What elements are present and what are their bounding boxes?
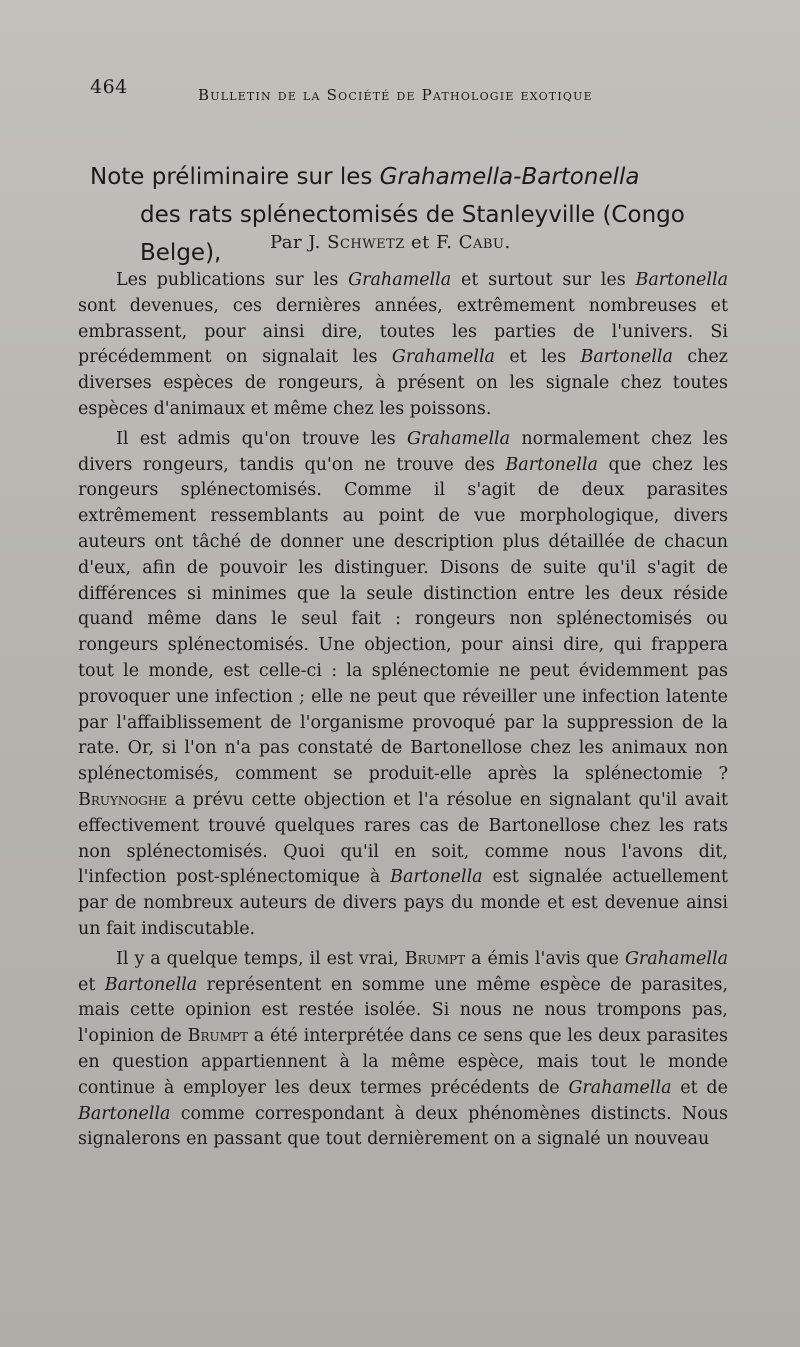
paragraph-3: Il y a quelque temps, il est vrai, Brumpt a émis l'avis que Grahamella et Bartonella représentent en somme une même espèce de parasites, mais cette opinion est restée isolée. Si nous ne nous trompons pas, l'opinion de Brumpt a été interprétée dans ce sens que les deux parasites en question appartiennent à la même espèce, mais tout le monde continue à employer les deux termes précédents de Grahamella et de Bartonella comme correspondant à deux phénomènes distincts. Nous signalerons en passant que tout dernièrement on a signalé un nouveau [78,948,729,1150]
title-line-1: Note préliminaire sur les Grahamella-Bartonella [90,164,640,190]
author-cabu: Cabu [458,232,505,253]
page-number: 464 [90,76,128,98]
author-brumpt: Brumpt [187,1026,248,1047]
title-line-2: des rats splénectomisés de Stanleyville (Congo Belge), [140,202,685,266]
running-head: Bulletin de la Société de Pathologie exotique [198,86,593,104]
title-genus: Grahamella-Bartonella [379,164,640,190]
article-body [78,268,728,1153]
paragraph-2: Il est admis qu'on trouve les Grahamella normalement chez les divers rongeurs, tandis qu'on ne trouve des Bartonella que chez les rongeurs splénectomisés. Comme il s'agit de deux parasites extrêmement ressemblants au point de vue morphologique, divers auteurs ont tâché de donner une description plus détaillée de chacun d'eux, afin de pouvoir les distinguer. Disons de suite qu'il s'agit de différences si minimes que la seule distinction entre les deux réside quand même dans le seul fait : rongeurs non splénectomisés ou rongeurs splénectomisés. Une objection, pour ainsi dire, qui frappera tout le monde, est celle-ci : la splénectomie ne peut évidemment pas provoquer une infection ; elle ne peut que réveiller une infection latente par l'affaiblissement de l'organisme provoqué par la suppression de la rate. Or, si l'on n'a pas constaté de Bartonellose chez les animaux non splénectomisés, comment se produit-elle après la splénectomie ? Bruynoghe a prévu cette objection et l'a résolue en signalant qu'il avait effectivement trouvé quelques rares cas de Bartonellose chez les rats non splénectomisés. Quoi qu'il en soit, comme nous l'avons dit, l'infection post-splénectomique à Bartonella est signalée actuellement par de nombreux auteurs de divers pays du monde et est devenue ainsi un fait indiscutable. [78,428,728,939]
article-title [90,158,770,272]
byline: Par J. Schwetz et F. Cabu. [270,232,511,253]
author-brumpt: Brumpt [404,948,466,969]
author-bruynoghe: Bruynoghe [78,789,168,810]
paragraph-1: Les publications sur les Grahamella et surtout sur les Bartonella sont devenues, ces dernières années, extrêmement nombreuses et embrassent, pour ainsi dire, toutes les parties de l'univers. Si précédemment on signalait les Grahamella et les Bartonella chez diverses espèces de rongeurs, à présent on les signale chez toutes espèces d'animaux et même chez les poissons. [78,270,728,419]
author-schwetz: Schwetz [327,232,405,253]
